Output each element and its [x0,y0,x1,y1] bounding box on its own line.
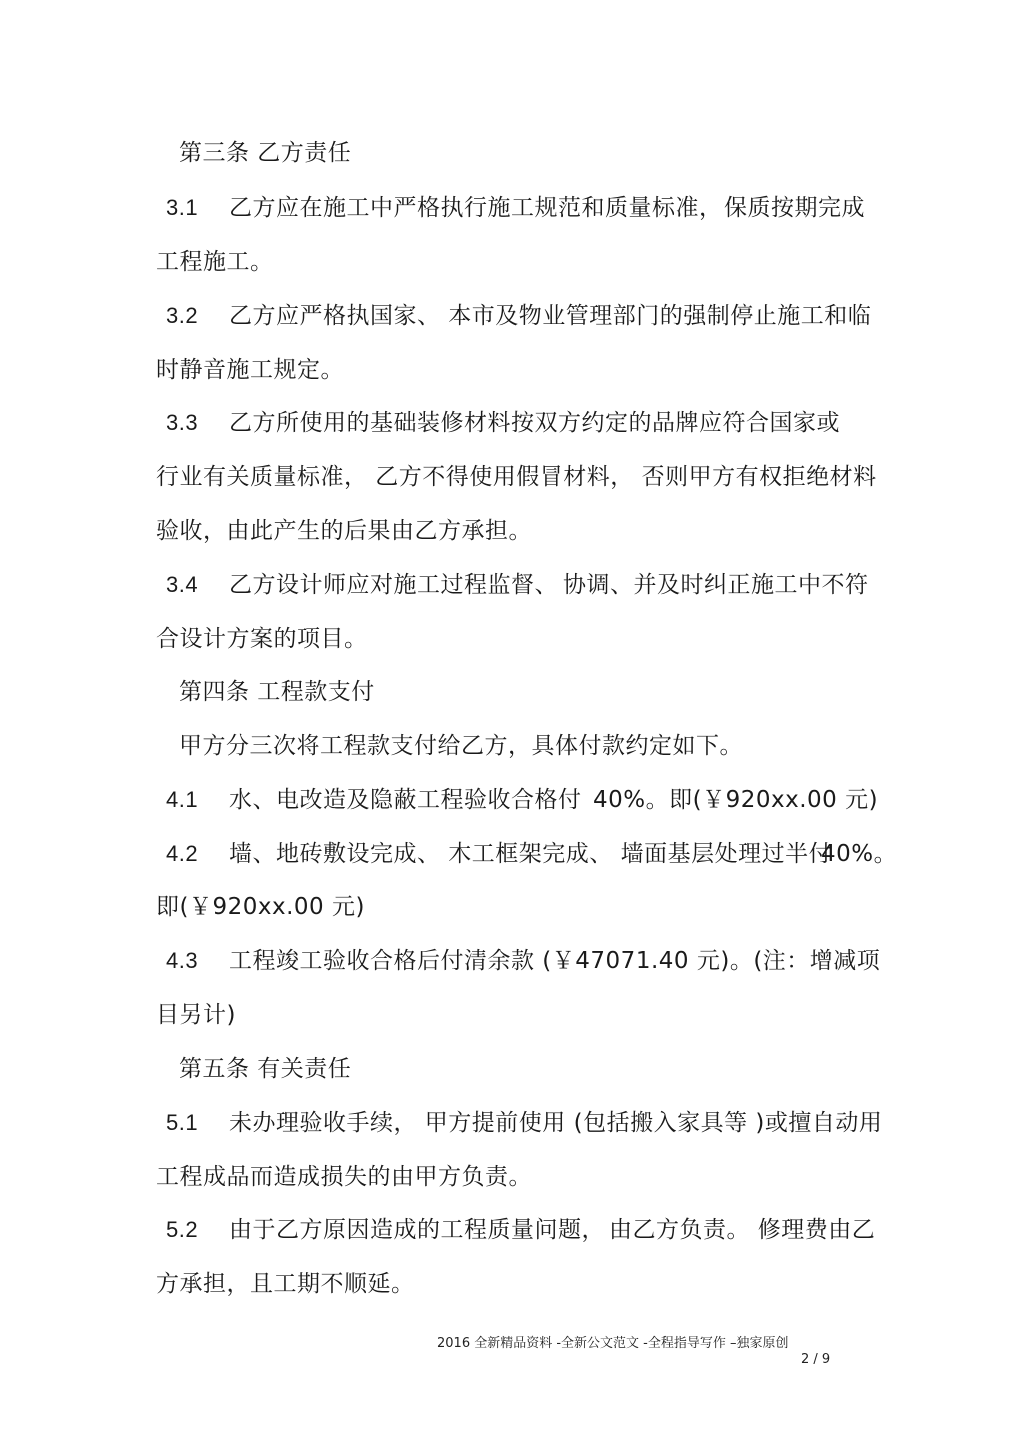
clause-3-2-line-1: 乙方应严格执国家、 本市及物业管理部门的强制停止施工和临 [229,303,872,329]
clause-3-1-line-1: 乙方应在施工中严格执行施工规范和质量标准， [229,195,723,221]
clause-3-1-line-2: 工程施工。 [156,249,274,275]
clause-3-4-line-2: 合设计方案的项目。 [156,626,368,652]
clause-4-3-line-1: 工程竣工验收合格后付清余款 (￥47071.40 元)。(注：增减项 [229,948,881,974]
article-4-intro: 甲方分三次将工程款支付给乙方，具体付款约定如下。 [179,733,743,759]
article-3-heading: 第三条 乙方责任 [179,140,352,166]
clause-3-2-line-2: 时静音施工规定。 [156,357,344,383]
article-4-heading: 第四条 工程款支付 [179,679,375,705]
clause-4-1-amount: 40%。即(￥920xx.00 元) [593,787,879,813]
clause-3-1-line-1-tail: 保质按期完成 [724,195,865,221]
clause-4-2-line-1: 墙、地砖敷设完成、 木工框架完成、 墙面基层处理过半付 [229,841,833,867]
clause-3-4-number: 3.4 [166,572,199,597]
clause-4-3-line-2: 目另计) [156,1002,236,1028]
clause-3-3-line-3: 验收，由此产生的后果由乙方承担。 [156,518,532,544]
footer-text: 2016 全新精品资料 -全新公文范文 -全程指导写作 –独家原创 [437,1336,789,1351]
article-5-heading: 第五条 有关责任 [179,1056,352,1082]
clause-5-1-line-1: 未办理验收手续， 甲方提前使用 (包括搬入家具等 )或擅自动用 [229,1110,883,1136]
clause-5-2-line-1-tail: 由乙方负责。 修理费由乙 [609,1217,876,1243]
clause-3-4-line-1: 乙方设计师应对施工过程监督、 [229,572,558,598]
clause-4-3-number: 4.3 [166,948,199,973]
clause-3-4-line-1-tail: 协调、并及时纠正施工中不符 [563,572,869,598]
clause-3-3-line-2: 行业有关质量标准， 乙方不得使用假冒材料， 否则甲方有权拒绝材料 [156,464,877,490]
clause-4-2-percent: 40%。 [821,841,898,867]
clause-3-3-number: 3.3 [166,410,199,435]
clause-3-3-line-1: 乙方所使用的基础装修材料按双方约定的品牌应符合国家或 [229,410,840,436]
clause-5-1-number: 5.1 [166,1110,199,1135]
clause-5-2-line-2: 方承担，且工期不顺延。 [156,1271,415,1297]
clause-4-2-number: 4.2 [166,841,199,866]
clause-4-1-number: 4.1 [166,787,199,812]
clause-5-2-number: 5.2 [166,1217,199,1242]
clause-4-1-line-1: 水、电改造及隐蔽工程验收合格付 [229,787,582,813]
clause-4-2-line-2: 即(￥920xx.00 元) [156,894,365,920]
clause-3-2-number: 3.2 [166,303,199,328]
page-number: 2 / 9 [801,1352,831,1367]
clause-5-2-line-1: 由于乙方原因造成的工程质量问题， [229,1217,605,1243]
clause-5-1-line-2: 工程成品而造成损失的由甲方负责。 [156,1164,532,1190]
clause-3-1-number: 3.1 [166,195,199,220]
